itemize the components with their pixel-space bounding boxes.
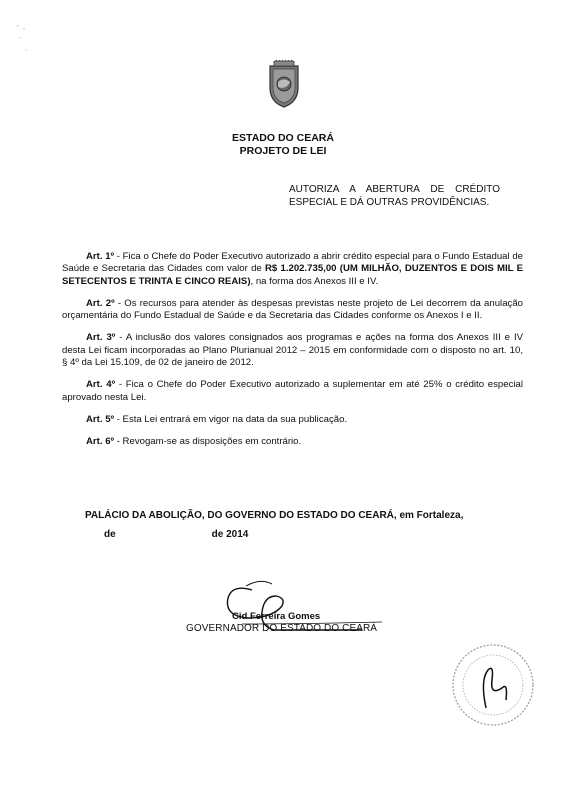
signatory-name: Cid Ferreira Gomes xyxy=(232,611,321,622)
circular-stamp-icon xyxy=(448,640,538,730)
article-1 xyxy=(62,251,523,288)
article-amount: R$ 1.202.735,00 (UM MILHÃO, DUZENTOS E DOIS MIL E SETECENTOS E TRINTA E CINCO REAIS) xyxy=(62,263,523,287)
article-text: - Fica o Chefe do Poder Executivo autorizado a suplementar em até 25% o crédito especial aprovado nesta Lei. xyxy=(62,379,523,403)
article-label: Art. 4º xyxy=(86,379,116,391)
document-header xyxy=(0,132,566,158)
date-year: de 2014 xyxy=(211,529,249,540)
coat-of-arms xyxy=(266,60,302,113)
article-label: Art. 1º xyxy=(86,251,115,262)
article-text: - A inclusão dos valores consignados aos programas e ações na forma dos Anexos III e IV desta Lei ficam incorporadas ao Plano Plurianual 2012 – 2015 em conformidade com o disposto no art. 10, § 4º da Lei 15.109, de 02 de janeiro de 2012. xyxy=(62,332,524,369)
article-text: - Fica o Chefe do Poder Executivo autorizado a abrir crédito especial para o Fundo Estadual de Saúde e Secretaria das Cidades com valor de xyxy=(62,251,523,275)
article-3 xyxy=(62,332,523,369)
subject-summary xyxy=(289,184,500,209)
article-label: Art. 3º xyxy=(86,332,116,344)
article-2 xyxy=(62,298,523,323)
state-name: ESTADO DO CEARÁ xyxy=(232,132,334,144)
signatory-title: GOVERNADOR DO ESTADO DO CEARÁ xyxy=(186,623,378,634)
article-6 xyxy=(62,436,523,448)
article-text: - Revogam-se as disposições em contrário. xyxy=(114,436,302,448)
handwritten-signature xyxy=(212,572,402,647)
subject-line-2: ESPECIAL E DÁ OUTRAS PROVIDÊNCIAS. xyxy=(289,196,490,208)
ceara-coat-of-arms-icon xyxy=(266,60,302,108)
subject-line-1: AUTORIZA A ABERTURA DE CRÉDITO xyxy=(289,184,500,195)
official-stamp xyxy=(448,640,538,735)
document-type: PROJETO DE LEI xyxy=(239,145,327,157)
article-text: - Os recursos para atender às despesas previstas neste projeto de Lei decorrem da anulação orçamentária do Fundo Estadual de Saúde e da Secretaria das Cidades conforme os Anexos I e II. xyxy=(62,297,523,322)
scan-marks xyxy=(14,20,34,62)
date-line xyxy=(104,529,248,540)
articles-section xyxy=(62,251,523,459)
date-de: de xyxy=(104,529,116,540)
article-4 xyxy=(62,379,523,404)
article-5 xyxy=(62,414,523,426)
article-label: Art. 5º xyxy=(86,413,115,425)
scan-dots-icon xyxy=(14,20,34,60)
article-text: - Esta Lei entrará em vigor na data da sua publicação. xyxy=(114,413,348,425)
article-label: Art. 6º xyxy=(86,436,115,448)
closing-palace-line: PALÁCIO DA ABOLIÇÃO, DO GOVERNO DO ESTADO DO CEARÁ, em Fortaleza, xyxy=(85,510,464,521)
article-label: Art. 2º xyxy=(86,297,115,309)
article-text-cont: , na forma dos Anexos III e IV. xyxy=(250,275,379,287)
